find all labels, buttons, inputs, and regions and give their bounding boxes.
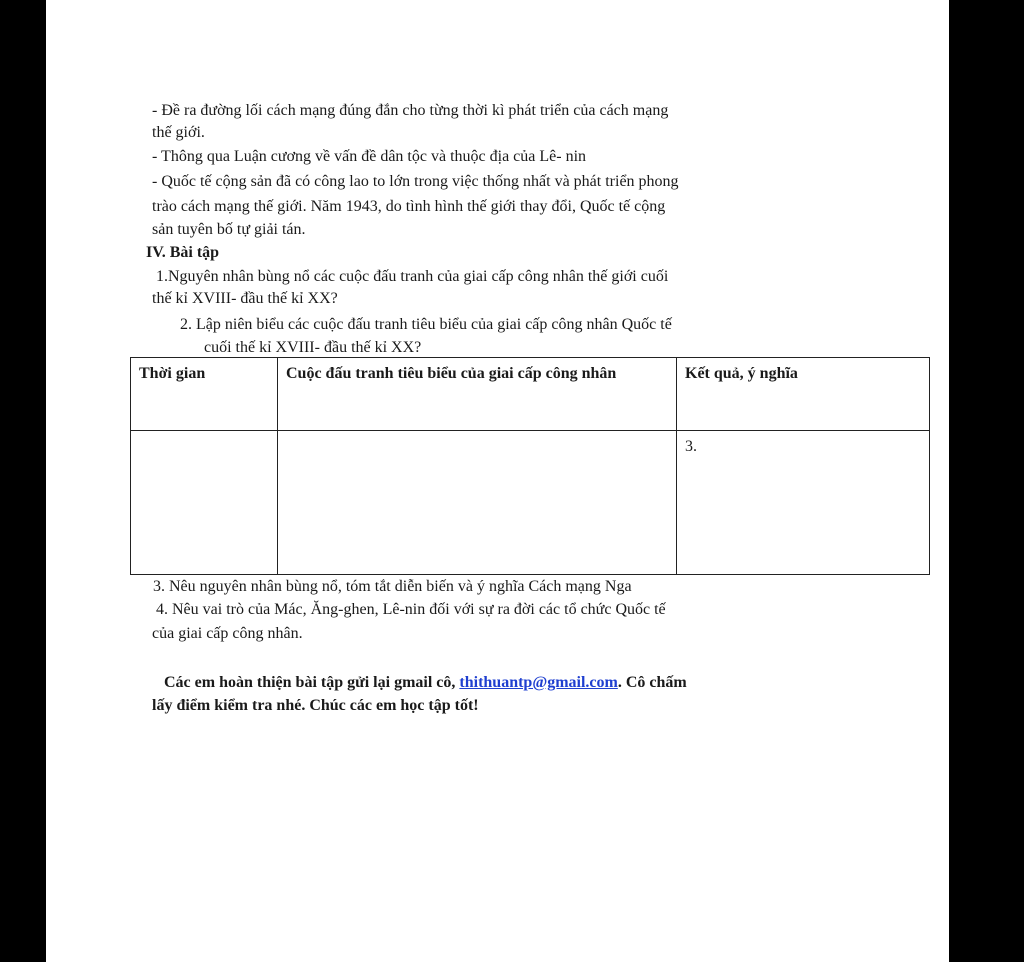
table-cell (278, 431, 677, 575)
paragraph-line: - Thông qua Luận cương về vấn đề dân tộc và thuộc địa của Lê- nin (152, 148, 587, 165)
paragraph-line: trào cách mạng thế giới. Năm 1943, do tình hình thế giới thay đổi, Quốc tế cộng (152, 198, 666, 215)
question-line: thế kỉ XVIII- đầu thế kỉ XX? (152, 290, 338, 307)
email-link[interactable]: thithuantp@gmail.com (459, 674, 618, 691)
document-page (46, 0, 949, 962)
question-line: 1.Nguyên nhân bùng nổ các cuộc đấu tranh của giai cấp công nhân thế giới cuối (156, 268, 669, 285)
closing-line (164, 673, 687, 693)
paragraph-line: - Đề ra đường lối cách mạng đúng đắn cho từng thời kì phát triển của cách mạng (152, 102, 669, 119)
section-title: IV. Bài tập (146, 244, 220, 261)
paragraph-line: sản tuyên bố tự giải tán. (152, 221, 306, 238)
closing-text: Các em hoàn thiện bài tập gửi lại gmail cô, (164, 674, 460, 691)
closing-text: . Cô chấm (617, 674, 687, 691)
question-line: cuối thế kỉ XVIII- đầu thế kỉ XX? (204, 339, 422, 356)
table-row (131, 431, 930, 575)
question-line: 3. Nêu nguyên nhân bùng nổ, tóm tắt diễn biến và ý nghĩa Cách mạng Nga (153, 578, 632, 595)
table-header-cell: Cuộc đấu tranh tiêu biểu của giai cấp công nhân (278, 358, 677, 431)
chronology-table (130, 357, 930, 575)
table-header-row (131, 358, 930, 431)
paragraph-line: - Quốc tế cộng sản đã có công lao to lớn trong việc thống nhất và phát triển phong (152, 173, 679, 190)
question-line: 2. Lập niên biểu các cuộc đấu tranh tiêu biểu của giai cấp công nhân Quốc tế (180, 316, 672, 333)
closing-line: lấy điểm kiểm tra nhé. Chúc các em học tập tốt! (152, 697, 479, 714)
table-cell (131, 431, 278, 575)
paragraph-line: thế giới. (152, 124, 205, 141)
table-cell: 3. (677, 431, 930, 575)
question-line: 4. Nêu vai trò của Mác, Ăng-ghen, Lê-nin đối với sự ra đời các tổ chức Quốc tế (156, 601, 666, 618)
question-line: của giai cấp công nhân. (152, 625, 303, 642)
table-header-cell: Thời gian (131, 358, 278, 431)
table-header-cell: Kết quả, ý nghĩa (677, 358, 930, 431)
